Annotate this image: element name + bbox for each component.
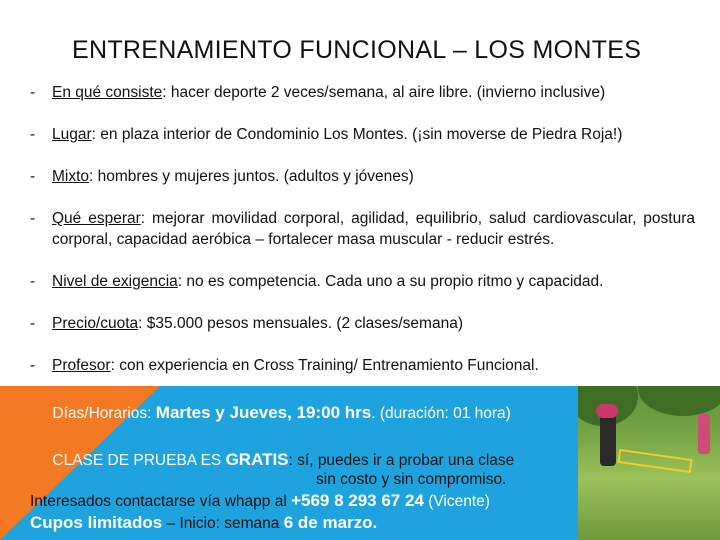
schedule-note: . (duración: 01 hora): [371, 405, 511, 422]
page-title: ENTRENAMIENTO FUNCIONAL – LOS MONTES: [72, 36, 642, 64]
inicio-date: 6 de marzo.: [283, 513, 378, 532]
contact-label: Interesados contactarse vía whapp al: [30, 493, 292, 510]
trial-free: GRATIS: [225, 450, 289, 469]
bullet-label: Nivel de exigencia: [52, 273, 178, 290]
list-item: [30, 271, 695, 292]
bullet-text: : en plaza interior de Condominio Los Montes. (¡sin moverse de Piedra Roja!): [91, 126, 623, 143]
schedule-value: Martes y Jueves, 19:00 hrs: [155, 403, 372, 422]
training-photo: [578, 386, 720, 540]
bullet-text: : $35.000 pesos mensuales. (2 clases/semana): [138, 315, 463, 332]
bullet-dash: -: [30, 315, 36, 332]
bullet-dash: -: [30, 405, 36, 422]
trial-label: CLASE DE PRUEBA ES: [52, 452, 226, 469]
bullet-dash: -: [30, 126, 36, 143]
list-item: [30, 166, 695, 187]
bullet-text: : con experiencia en Cross Training/ Entrenamiento Funcional.: [110, 357, 539, 374]
bullet-dash: -: [30, 84, 36, 101]
bullet-dash: -: [30, 357, 36, 374]
bullet-label: Mixto: [52, 168, 90, 185]
contact-phone: +569 8 293 67 24: [291, 491, 424, 510]
bullet-label: En qué consiste: [52, 84, 163, 101]
cupos-label: Cupos limitados: [30, 513, 163, 532]
schedule-label: Días/Horarios:: [52, 405, 156, 422]
list-item: [30, 208, 695, 250]
bullet-text: : hombres y mujeres juntos. (adultos y jóvenes): [89, 168, 414, 185]
bullet-dash: -: [30, 210, 36, 227]
promo-banner: [0, 386, 720, 540]
contact-line: [30, 491, 490, 511]
schedule-line: [30, 403, 511, 423]
bullet-label: Lugar: [52, 126, 92, 143]
list-item: [30, 313, 695, 334]
list-item: [30, 355, 695, 376]
bullet-text: : no es competencia. Cada uno a su propio ritmo y capacidad.: [177, 273, 604, 290]
contact-name: (Vicente): [423, 493, 490, 510]
bullet-text: : mejorar movilidad corporal, agilidad, equilibrio, salud cardiovascular, postura corporal, capacidad aeróbica – fortalecer masa muscular - reducir estrés.: [52, 210, 695, 248]
bullet-label: Profesor: [52, 357, 111, 374]
trial-line: [30, 450, 514, 470]
bullet-list: [30, 82, 695, 397]
bullet-dash: -: [30, 273, 36, 290]
trial-text-2: sin costo y sin compromiso.: [316, 471, 507, 488]
bullet-dash: -: [30, 168, 36, 185]
trial-text: : sí, puedes ir a probar una clase: [288, 452, 515, 469]
list-item: [30, 82, 695, 103]
bullet-dash: -: [30, 452, 36, 469]
list-item: [30, 124, 695, 145]
bullet-text: : hacer deporte 2 veces/semana, al aire libre. (invierno inclusive): [162, 84, 606, 101]
cupos-line: [30, 513, 377, 533]
bullet-label: Qué esperar: [52, 210, 141, 227]
bullet-label: Precio/cuota: [52, 315, 139, 332]
inicio-label: – Inicio: semana: [162, 515, 284, 532]
